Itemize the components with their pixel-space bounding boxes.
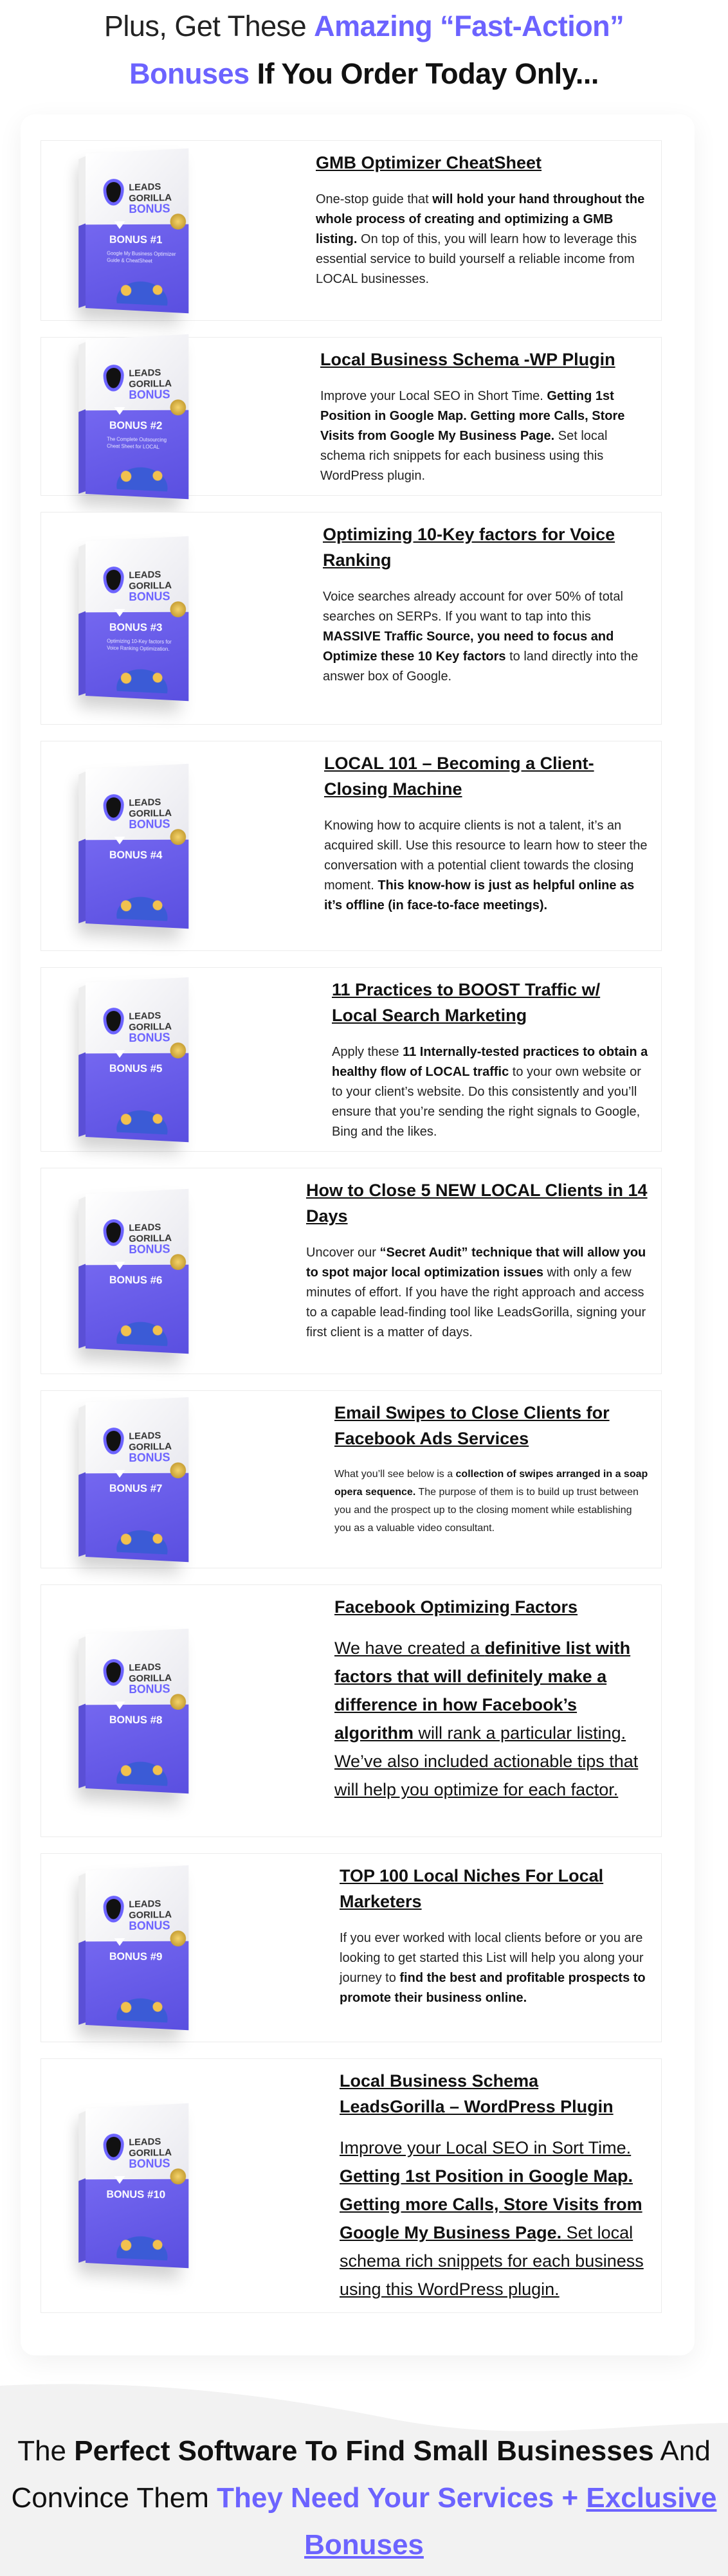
box-bonus-number: BONUS #8: [109, 1713, 163, 1726]
bonus-product-image: [41, 2059, 298, 2312]
headline-accent-bonuses: Bonuses: [129, 57, 250, 90]
bonus-card: [41, 967, 662, 1152]
box-bonus-number: BONUS #1: [109, 233, 163, 246]
box-brand: LEADS GORILLA BONUS: [129, 1898, 172, 1933]
bonus-title-link[interactable]: TOP 100 Local Niches For Local Marketers: [340, 1866, 604, 1911]
body-bold-text: MASSIVE Traffic Source, you need to focus and Optimize these 10 Key factors: [323, 630, 614, 664]
bonus-product-image: [41, 1391, 298, 1568]
bonus-description: [320, 386, 648, 486]
footer-intro: The: [17, 2435, 75, 2467]
money-illustration: [104, 1098, 182, 1135]
bonus-list-container: [21, 114, 695, 2355]
bonus-product-image: [41, 968, 298, 1151]
box-bonus-number: BONUS #3: [109, 621, 163, 633]
box-brand: LEADS GORILLA BONUS: [129, 568, 172, 603]
bonus-card: [41, 1390, 662, 1568]
body-text: Improve your Local SEO in Sort Time.: [340, 2138, 632, 2157]
bonus-section-headline: [0, 0, 728, 114]
box-subtitle: Optimizing 10-Key factors for Voice Ranking Optimization.: [107, 637, 172, 652]
bonus-card: [41, 512, 662, 725]
footer-section: [0, 2379, 728, 2576]
bonus-box-graphic: [86, 334, 188, 499]
bonus-description: [323, 587, 648, 687]
box-bonus-number: BONUS #9: [109, 1950, 163, 1963]
bonus-box-graphic: [86, 1865, 188, 2031]
bonus-product-image: [41, 1168, 298, 1374]
bonus-product-image: [41, 1585, 298, 1837]
gold-seal-icon: [170, 1042, 187, 1058]
body-text: We have created a: [334, 1638, 485, 1658]
bonus-card: [41, 1584, 662, 1837]
body-bold-text: collection of swipes arranged in a soap opera sequence.: [334, 1469, 648, 1498]
bonus-product-image: [41, 512, 298, 724]
box-subtitle: The Complete Outsourcing Cheat Sheet for LOCAL: [107, 435, 167, 450]
bonus-description: [306, 1243, 648, 1343]
money-illustration: [104, 1310, 182, 1347]
money-illustration: [104, 455, 182, 492]
money-illustration: [104, 885, 182, 921]
bonus-box-graphic: [86, 763, 188, 929]
money-illustration: [104, 1987, 182, 2024]
gold-seal-icon: [170, 2168, 187, 2184]
body-text: will rank a particular listing. We’ve also included actionable tips that will help you optimize for each factor.: [334, 1723, 639, 1799]
body-text: Improve your Local SEO in Short Time.: [320, 389, 547, 403]
money-illustration: [104, 657, 182, 694]
footer-headline: [0, 2427, 728, 2568]
box-bonus-number: BONUS #10: [106, 2188, 166, 2201]
box-brand: LEADS GORILLA BONUS: [129, 1010, 172, 1044]
box-brand: LEADS GORILLA BONUS: [129, 367, 172, 401]
bonus-card: [41, 741, 662, 951]
bonus-description: [332, 1042, 648, 1142]
bonus-description: [324, 816, 648, 916]
body-bold-text: Getting 1st Position in Google Map. Getting more Calls, Store Visits from Google My Business Page.: [320, 389, 625, 443]
bonus-title-link[interactable]: Local Business Schema -WP Plugin: [320, 350, 615, 369]
bonus-title-link[interactable]: Local Business Schema LeadsGorilla – WordPress Plugin: [340, 2071, 614, 2116]
bonus-card: [41, 337, 662, 496]
bonus-box-graphic: [86, 977, 188, 1142]
body-text: On top of this, you will learn how to leverage this essential service to build yourself a reliable income from LOCAL businesses.: [316, 232, 637, 286]
body-text: If you ever worked with local clients before or you are looking to get started this List will help you along your journey to: [340, 1931, 644, 1985]
footer-middle: And Convince Them: [11, 2435, 711, 2514]
headline-accent: Amazing “Fast-Action”: [314, 10, 624, 42]
body-text: Set local schema rich snippets for each business using this WordPress plugin.: [340, 2223, 644, 2299]
gold-seal-icon: [170, 213, 187, 230]
box-bonus-number: BONUS #4: [109, 848, 163, 861]
bonus-product-image: [41, 141, 298, 320]
body-text: Apply these: [332, 1045, 403, 1059]
body-bold-text: 11 Internally-tested practices to obtain a healthy flow of LOCAL traffic: [332, 1045, 648, 1079]
footer-accent: They Need Your Services +: [217, 2482, 587, 2514]
money-illustration: [104, 2225, 182, 2262]
box-bonus-number: BONUS #7: [109, 1482, 163, 1494]
exclusive-bonuses-link[interactable]: Exclusive Bonuses: [304, 2482, 717, 2561]
bonus-title-link[interactable]: Optimizing 10-Key factors for Voice Ranking: [323, 525, 615, 570]
box-brand: LEADS GORILLA BONUS: [129, 1429, 172, 1464]
gold-seal-icon: [170, 399, 187, 415]
box-brand: LEADS GORILLA BONUS: [129, 796, 172, 831]
headline-intro: Plus, Get These: [104, 10, 314, 42]
bonus-box-graphic: [86, 1628, 188, 1793]
bonus-box-graphic: [86, 2103, 188, 2269]
bonus-card: [41, 1853, 662, 2042]
body-text: What you’ll see below is a: [334, 1469, 456, 1480]
body-bold-text: will hold your hand throughout the whole process of creating and optimizing a GMB listing.: [316, 192, 645, 246]
box-brand: LEADS GORILLA BONUS: [129, 1661, 172, 1696]
bonus-card: [41, 2058, 662, 2313]
bonus-title-link[interactable]: LOCAL 101 – Becoming a Client-Closing Machine: [324, 754, 594, 799]
body-bold-text: definitive list with factors that will definitely make a difference in how Facebook’s algorithm: [334, 1638, 631, 1743]
money-illustration: [104, 1750, 182, 1786]
bonus-card: [41, 140, 662, 321]
body-text: Voice searches already account for over 50% of total searches on SERPs. If you want to tap into this: [323, 590, 623, 624]
bonus-product-image: [41, 1854, 298, 2042]
body-text: Set local schema rich snippets for each business using this WordPress plugin.: [320, 429, 608, 483]
bonus-title-link[interactable]: How to Close 5 NEW LOCAL Clients in 14 Days: [306, 1181, 648, 1226]
money-illustration: [104, 1518, 182, 1555]
body-text: The purpose of them is to build up trust between you and the prospect up to the closing moment while establishing you as a valuable video consultant.: [334, 1487, 639, 1534]
body-text: Uncover our: [306, 1246, 380, 1260]
body-bold-text: “Secret Audit” technique that will allow you to spot major local optimization issues: [306, 1246, 646, 1280]
box-brand: LEADS GORILLA BONUS: [129, 1221, 172, 1256]
gold-seal-icon: [170, 1254, 187, 1270]
body-bold-text: find the best and profitable prospects to promote their business online.: [340, 1971, 646, 2005]
footer-strong: Perfect Software To Find Small Businesses: [74, 2435, 654, 2467]
body-bold-text: Getting 1st Position in Google Map. Getting more Calls, Store Visits from Google My Business Page.: [340, 2166, 642, 2242]
body-text: to your own website or to your client’s website. Do this consistently and you’ll ensure that you’re sending the right signals to Google, Bing and the likes.: [332, 1065, 641, 1139]
body-text: with only a few minutes of effort. If you have the right approach and access to a capable lead-finding tool like LeadsGorilla, signing your first client is a matter of days.: [306, 1265, 646, 1339]
box-bonus-number: BONUS #2: [109, 419, 163, 431]
bonus-box-graphic: [86, 148, 188, 313]
gold-seal-icon: [170, 1694, 187, 1710]
body-text: One-stop guide that: [316, 192, 433, 206]
bonus-box-graphic: [86, 1397, 188, 1562]
body-bold-text: This know-how is just as helpful online as it’s offline (in face-to-face meetings).: [324, 878, 635, 912]
box-brand: LEADS GORILLA BONUS: [129, 2136, 172, 2171]
bonus-description: [340, 2134, 648, 2303]
bonus-card: [41, 1168, 662, 1374]
box-bonus-number: BONUS #5: [109, 1062, 163, 1075]
body-text: to land directly into the answer box of Google.: [323, 649, 639, 684]
bonus-product-image: [41, 741, 298, 950]
bonus-description: [334, 1465, 648, 1537]
money-illustration: [104, 269, 182, 306]
body-text: Knowing how to acquire clients is not a talent, it’s an acquired skill. Use this resource to learn how to steer the conversation with a potential client towards the closing moment.: [324, 819, 648, 893]
headline-strong: If You Order Today Only...: [249, 57, 599, 90]
box-subtitle: Google My Business Optimizer Guide & CheatSheet: [107, 249, 176, 264]
bonus-title-link[interactable]: 11 Practices to BOOST Traffic w/ Local Search Marketing: [332, 980, 601, 1025]
bonus-title-link[interactable]: GMB Optimizer CheatSheet: [316, 153, 542, 172]
gold-seal-icon: [170, 1930, 187, 1946]
gold-seal-icon: [170, 829, 187, 845]
bonus-description: [340, 1928, 648, 2008]
box-bonus-number: BONUS #6: [109, 1273, 163, 1286]
bonus-title-link[interactable]: Facebook Optimizing Factors: [334, 1597, 578, 1617]
bonus-product-image: [41, 338, 298, 495]
bonus-title-link[interactable]: Email Swipes to Close Clients for Facebook Ads Services: [334, 1403, 610, 1448]
bonus-box-graphic: [86, 536, 188, 701]
gold-seal-icon: [170, 601, 187, 617]
bonus-description: [334, 1634, 648, 1804]
bonus-box-graphic: [86, 1188, 188, 1354]
box-brand: LEADS GORILLA BONUS: [129, 181, 172, 215]
bonus-description: [316, 190, 648, 289]
gold-seal-icon: [170, 1462, 187, 1478]
